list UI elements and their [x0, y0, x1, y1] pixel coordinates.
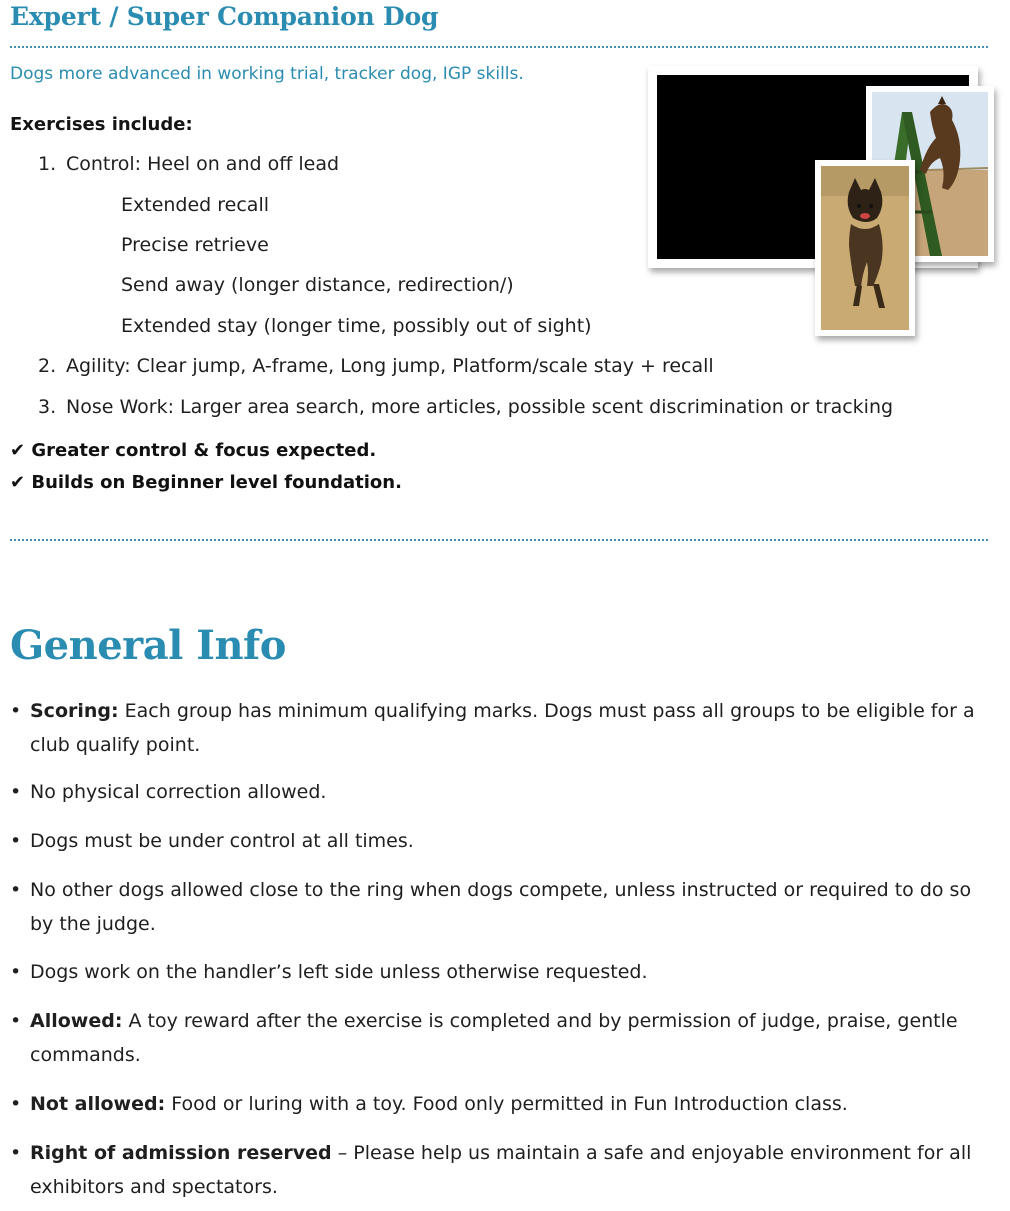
- list-item-body: Dogs work on the handler’s left side unless otherwise requested.: [30, 961, 648, 983]
- bullet-icon: •: [10, 1010, 22, 1032]
- list-item-bold: Allowed:: [30, 1010, 123, 1032]
- item-text: Agility: Clear jump, A-frame, Long jump, Platform/scale stay + recall: [66, 355, 714, 377]
- exercise-subitem: Extended recall: [121, 194, 270, 216]
- list-item-text: [30, 1136, 985, 1204]
- bullet-icon: •: [10, 700, 22, 722]
- list-item-text: [30, 694, 985, 762]
- list-item: [10, 775, 985, 809]
- exercises-heading: Exercises include:: [10, 114, 193, 135]
- item-number: 3.: [38, 396, 57, 418]
- bullet-icon: •: [10, 830, 22, 852]
- dog-running-photo: [815, 160, 915, 336]
- list-item-text: [30, 873, 985, 941]
- list-item-bold: Not allowed:: [30, 1093, 166, 1115]
- list-item-body: Each group has minimum qualifying marks. Dogs must pass all groups to be eligible for a club qualify point.: [30, 700, 975, 756]
- exercise-subitem: Send away (longer distance, redirection/): [121, 274, 514, 296]
- exercise-item-1: [38, 153, 339, 175]
- list-item: [10, 824, 985, 858]
- list-item: [10, 1087, 985, 1121]
- list-item-body: A toy reward after the exercise is completed and by permission of judge, praise, gentle commands.: [30, 1010, 958, 1066]
- list-item: [10, 1004, 985, 1072]
- dog-running-image: [821, 166, 909, 330]
- list-item-body: – Please help us maintain a safe and enjoyable environment for all exhibitors and spectators.: [30, 1142, 972, 1198]
- list-item-text: [30, 1004, 985, 1072]
- exercise-subitem: Extended stay (longer time, possibly out of sight): [121, 315, 592, 337]
- bullet-icon: •: [10, 781, 22, 803]
- list-item-body: No other dogs allowed close to the ring when dogs compete, unless instructed or required to do so by the judge.: [30, 879, 972, 935]
- list-item: [10, 694, 985, 762]
- bullet-icon: •: [10, 1093, 22, 1115]
- item-number: 1.: [38, 153, 57, 175]
- bullet-icon: •: [10, 961, 22, 983]
- divider: [10, 46, 988, 48]
- list-item-bold: Scoring:: [30, 700, 119, 722]
- list-item-text: [30, 955, 985, 989]
- exercise-subitem: Precise retrieve: [121, 234, 269, 256]
- list-item: [10, 873, 985, 941]
- bullet-icon: •: [10, 1142, 22, 1164]
- exercise-item-2: [38, 355, 714, 377]
- list-item-bold: Right of admission reserved: [30, 1142, 332, 1164]
- exercise-item-3: [38, 396, 893, 418]
- section-title-expert: Expert / Super Companion Dog: [10, 2, 439, 31]
- bullet-icon: •: [10, 879, 22, 901]
- list-item-text: [30, 1087, 985, 1121]
- item-number: 2.: [38, 355, 57, 377]
- check-item: ✔ Builds on Beginner level foundation.: [10, 472, 402, 493]
- list-item-text: [30, 775, 985, 809]
- section-title-general: General Info: [10, 622, 286, 669]
- divider: [10, 539, 988, 541]
- list-item-body: Dogs must be under control at all times.: [30, 830, 414, 852]
- list-item: [10, 1136, 985, 1204]
- item-text: Control: Heel on and off lead: [66, 153, 340, 175]
- list-item-body: No physical correction allowed.: [30, 781, 327, 803]
- item-text: Nose Work: Larger area search, more articles, possible scent discrimination or tracking: [66, 396, 894, 418]
- list-item-body: Food or luring with a toy. Food only permitted in Fun Introduction class.: [165, 1093, 848, 1115]
- check-item: ✔ Greater control & focus expected.: [10, 440, 377, 461]
- list-item: [10, 955, 985, 989]
- list-item-text: [30, 824, 985, 858]
- section-subtitle: Dogs more advanced in working trial, tracker dog, IGP skills.: [10, 64, 524, 84]
